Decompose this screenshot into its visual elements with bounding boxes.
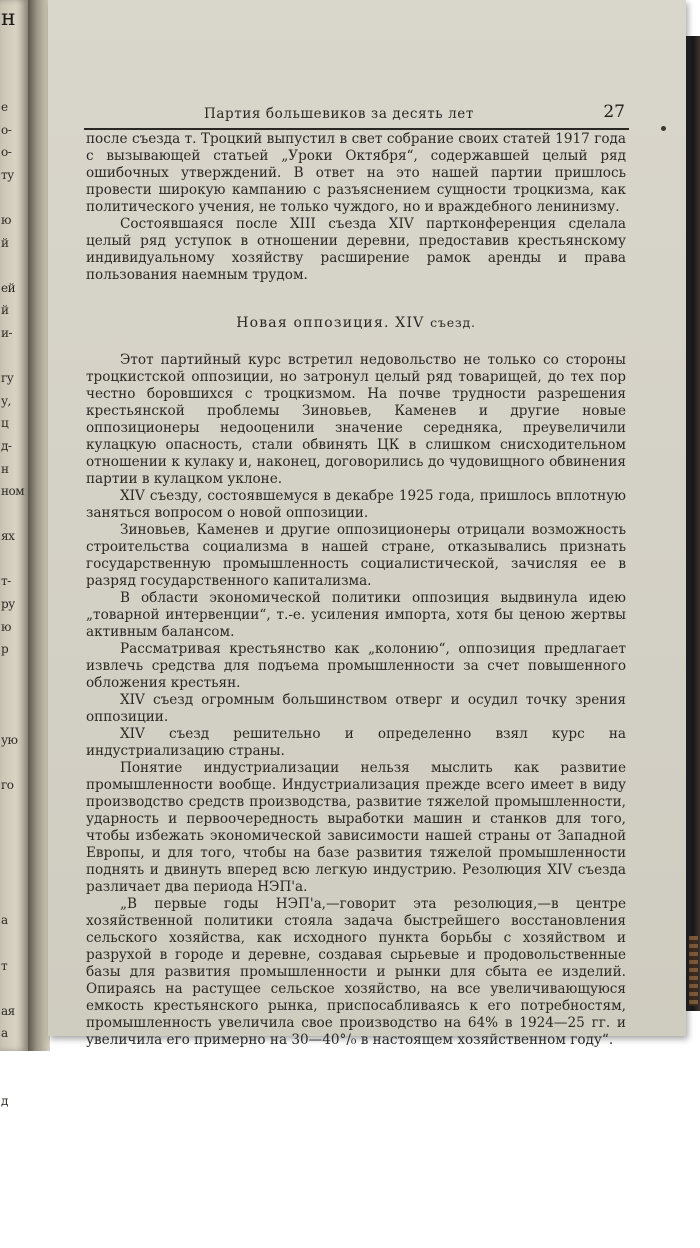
left-page-line-fragment: ях bbox=[1, 529, 15, 544]
left-page-line-fragment: а bbox=[1, 913, 8, 928]
paragraph: Понятие индустриализации нельзя мыслить как развитие промышленности вообще. Индустриализация прежде всего имеет в виду производство средств производства, развитие тяжелой промышленности, ударность и первоочередность выработки машин и станков для того, чтобы избежать экономической зависимости нашей страны от Западной Европы, и для того, чтобы на базе развития тяжелой промышленности поднять и двинуть вперед всю легкую индустрию. Резолюция XIV съезда различает два периода НЭП'а. bbox=[86, 760, 626, 895]
paragraph: Зиновьев, Каменев и другие оппозиционеры отрицали возможность строительства социализма в нашей стране, отказывались признать государственную промышленность социалистической, зачисляя ее в разряд государственного капитализма. bbox=[86, 522, 626, 589]
left-page-line-fragment bbox=[1, 186, 27, 209]
book-cover-edge bbox=[686, 36, 700, 1011]
left-page-edge bbox=[0, 0, 28, 1109]
left-page-line-fragment: й bbox=[1, 235, 9, 250]
left-page-line-fragment bbox=[1, 1113, 27, 1136]
section-heading bbox=[86, 314, 626, 332]
cover-ornament bbox=[689, 936, 698, 1006]
paragraph: XIV съезд решительно и определенно взял курс на индустриализацию страны. bbox=[86, 726, 626, 759]
left-page-line-fragment: н bbox=[1, 461, 9, 476]
left-page-line-fragment: й bbox=[1, 303, 9, 318]
paragraph: В области экономической политики оппозиция выдвинула идею „товарной интервенции“, т.-е. усиления импорта, хотя бы ценою жертвы активным балансом. bbox=[86, 590, 626, 640]
left-page-line-fragment: а bbox=[1, 1026, 8, 1041]
left-page-fragment-top: н bbox=[1, 6, 16, 31]
left-page-line-fragment: у, bbox=[1, 393, 11, 408]
left-page-line-fragment: ц bbox=[1, 416, 9, 431]
paragraph: после съезда т. Троцкий выпустил в свет собрание своих статей 1917 года с вызывающей статьей „Уроки Октября“, содержавшей целый ряд ошибочных утверждений. В ответ на это нашей партии пришлось провести широкую кампанию с разъяснением сущности троцкизма, как политического учения, не только чуждого, но и враждебного ленинизму. bbox=[86, 131, 626, 215]
book-gutter bbox=[28, 0, 50, 1051]
left-page-line-fragment bbox=[1, 1226, 27, 1248]
body-text bbox=[86, 131, 626, 1049]
left-page-line-fragment bbox=[1, 548, 27, 571]
left-page-line-fragment bbox=[1, 661, 27, 684]
left-page-line-fragment: ая bbox=[1, 1003, 15, 1018]
left-page-line-fragment: ту bbox=[1, 167, 14, 182]
left-page-line-fragment: ю bbox=[1, 619, 11, 634]
left-page-line-fragment bbox=[1, 977, 27, 1000]
paragraph-quote: „В первые годы НЭП'а,—говорит эта резолюция,—в центре хозяйственной политики стояла задача быстрейшего восстановления сельского хозяйства, как исходного пункта борьбы с хозяйством и разрухой в городе и деревне, создавая сырьевые и продовольственные базы для развития промышленности и рынки для сбыта ее изделий. Опираясь на растущее сельское хозяйство, на все увеличивающуюся емкость крестьянского рынка, приспосабливаясь к его потребностям, промышленность увеличила свое производство на 64% в 1924—25 гг. и увеличила его примерно на 30—40°/₀ в настоящем хозяйственном году“. bbox=[86, 896, 626, 1048]
left-page-line-fragment: о- bbox=[1, 122, 12, 137]
paragraph: XIV съезд огромным большинством отверг и осудил точку зрения оппозиции. bbox=[86, 692, 626, 725]
left-page-line-fragment: д- bbox=[1, 438, 12, 453]
left-page-line-fragment: ю bbox=[1, 212, 11, 227]
page-speck bbox=[661, 126, 666, 131]
left-page-fragments bbox=[1, 96, 27, 1248]
running-head bbox=[84, 104, 629, 130]
left-page-line-fragment: ей bbox=[1, 280, 16, 295]
left-page-line-fragment: т- bbox=[1, 574, 11, 589]
left-page-line-fragment bbox=[1, 1068, 27, 1091]
paragraph: Рассматривая крестьянство как „колонию“, оппозиция предлагает извлечь средства для подъема промышленности за счет повышенного обложения крестьян. bbox=[86, 641, 626, 691]
left-page-line-fragment bbox=[1, 345, 27, 368]
left-page-line-fragment bbox=[1, 796, 27, 819]
left-page-line-fragment: ую bbox=[1, 732, 18, 747]
left-page-line-fragment bbox=[1, 864, 27, 887]
section-heading-main: Новая оппозиция. XIV bbox=[236, 315, 425, 331]
section-heading-small: съезд. bbox=[430, 315, 476, 330]
left-page-line-fragment bbox=[1, 887, 27, 910]
left-page-line-fragment bbox=[1, 819, 27, 842]
left-page-line-fragment bbox=[1, 1158, 27, 1181]
left-page-line-fragment: и- bbox=[1, 325, 13, 340]
left-page-line-fragment bbox=[1, 842, 27, 865]
running-head-title: Партия большевиков за десять лет bbox=[204, 106, 474, 122]
left-page-line-fragment: ру bbox=[1, 597, 15, 612]
paragraph: Состоявшаяся после XIII съезда XIV партконференция сделала целый ряд уступок в отношении деревни, предоставив крестьянскому индивидуальному хозяйству расширение рамок аренды и права пользования наемным трудом. bbox=[86, 216, 626, 283]
left-page-line-fragment bbox=[1, 751, 27, 774]
left-page-line-fragment: р bbox=[1, 642, 9, 657]
left-page-line-fragment bbox=[1, 932, 27, 955]
left-page-line-fragment: т bbox=[1, 958, 8, 973]
left-page-line-fragment: д bbox=[1, 1094, 8, 1109]
left-page-line-fragment bbox=[1, 683, 27, 706]
left-page-line-fragment: е bbox=[1, 100, 8, 114]
left-page-line-fragment bbox=[1, 1181, 27, 1204]
page-number: 27 bbox=[603, 102, 625, 122]
left-page-line-fragment bbox=[1, 254, 27, 277]
paragraph: Этот партийный курс встретил недовольство не только со стороны троцкистской оппозиции, но затронул целый ряд товарищей, до тех пор честно боровшихся с троцкизмом. На почве трудности разрешения крестьянской проблемы Зиновьев, Каменев и другие новые оппозиционеры недооценили значение середняка, преувеличили кулацкую опасность, стали обвинять ЦК в слишком снисходительном отношении к кулаку и, наконец, договорились до чудовищного обвинения партии в кулацком уклоне. bbox=[86, 352, 626, 487]
left-page-line-fragment: о- bbox=[1, 145, 12, 160]
left-page-line-fragment: ном bbox=[1, 484, 25, 499]
left-page-line-fragment bbox=[1, 1203, 27, 1226]
left-page-line-fragment bbox=[1, 1045, 27, 1068]
left-page-line-fragment bbox=[1, 706, 27, 729]
book-page bbox=[48, 0, 686, 1048]
left-page-line-fragment bbox=[1, 503, 27, 526]
left-page-line-fragment: гу bbox=[1, 371, 14, 386]
paragraph: XIV съезду, состоявшемуся в декабре 1925 года, пришлось вплотную заняться вопросом о новой оппозиции. bbox=[86, 488, 626, 521]
left-page-line-fragment bbox=[1, 1135, 27, 1158]
left-page-line-fragment: го bbox=[1, 777, 14, 792]
